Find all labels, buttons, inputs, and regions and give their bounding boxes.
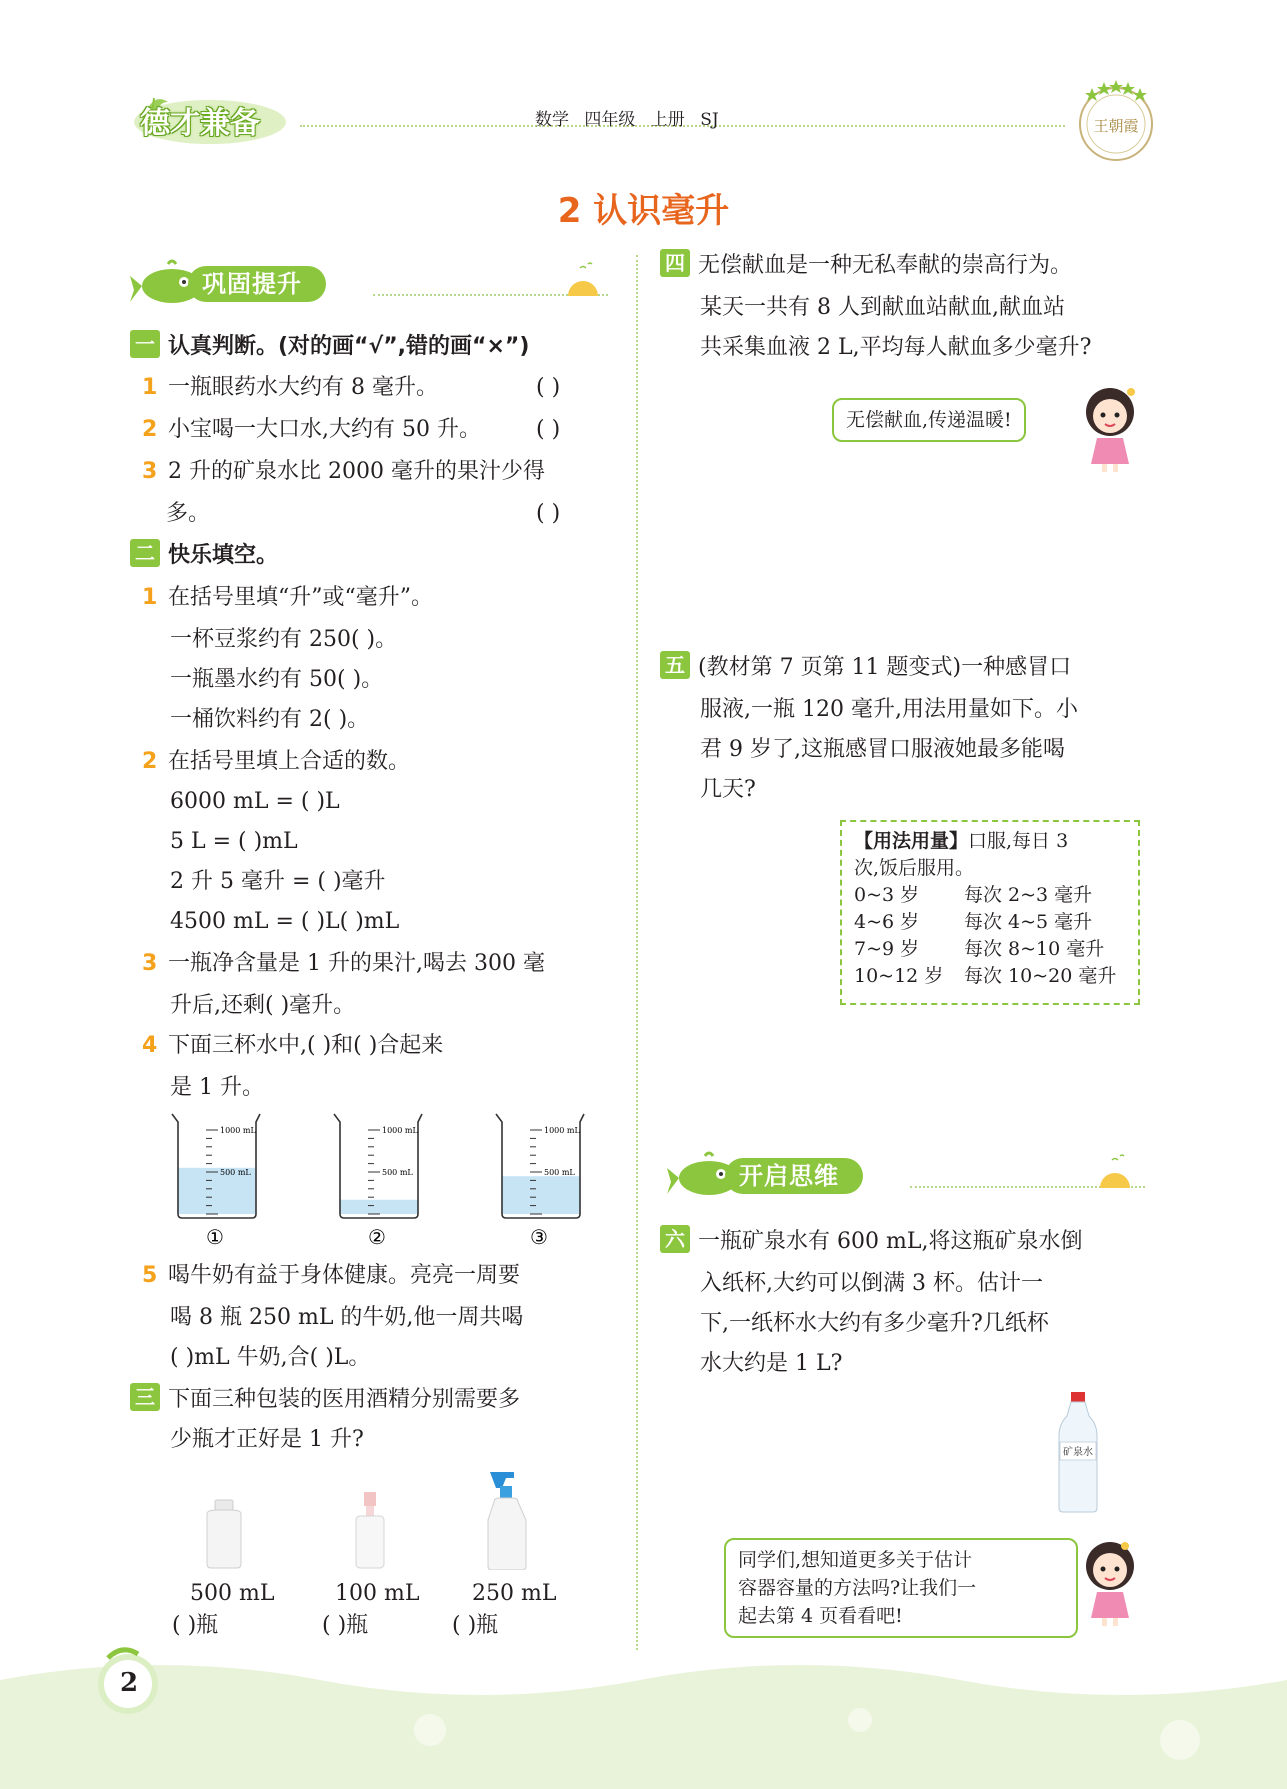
- beaker-label-1000: 1000 mL: [220, 1126, 256, 1135]
- q4-row-1: 四 无偿献血是一种无私奉献的崇高行为。: [660, 246, 1072, 286]
- q2-s3-cont[interactable]: 升后,还剩( )毫升。: [170, 993, 356, 1018]
- bottle-label: 矿泉水: [1063, 1447, 1093, 1458]
- column-divider: [636, 255, 638, 1650]
- section-title: 巩固提升: [188, 266, 326, 302]
- q3-cont: 少瓶才正好是 1 升?: [170, 1427, 364, 1452]
- q2-s5-cont2[interactable]: ( )mL 牛奶,合( )L。: [170, 1345, 371, 1370]
- dosage-box: [840, 820, 1140, 1005]
- q2-s3: 3 一瓶净含量是 1 升的果汁,喝去 300 毫: [142, 951, 545, 976]
- speech-bubble-blood: 无偿献血,传递温暖!: [832, 398, 1026, 442]
- q1-item-2: 2 小宝喝一大口水,大约有 50 升。: [142, 417, 481, 442]
- girl-cartoon-icon: [1075, 382, 1145, 474]
- q2-s1: 1 在括号里填“升”或“毫升”。: [142, 585, 433, 610]
- beaker-label-500: 500 mL: [220, 1168, 251, 1177]
- q4-row-2: 某天一共有 8 人到献血站献血,献血站: [700, 295, 1065, 320]
- q2-s2-line-3[interactable]: 2 升 5 毫升 = ( )毫升: [170, 869, 386, 894]
- header-info: 数学 四年级 上册 SJ: [535, 110, 719, 130]
- bottle-1-volume: 500 mL: [190, 1581, 275, 1606]
- q2-s2-line-1[interactable]: 6000 mL = ( )L: [170, 789, 340, 814]
- q4-badge: 四: [660, 249, 690, 277]
- q4-row-3: 共采集血液 2 L,平均每人献血多少毫升?: [700, 335, 1092, 360]
- trigger-spray-250ml-icon: [480, 1466, 540, 1570]
- girl-cartoon-icon: [1075, 1536, 1145, 1628]
- dosage-row: 10~12 岁 每次 10~20 毫升: [854, 965, 1117, 987]
- q2-s4-cont: 是 1 升。: [170, 1075, 264, 1100]
- dosage-intro-2: 次,饭后服用。: [854, 857, 975, 879]
- beaker-number: ②: [368, 1225, 386, 1249]
- q3-text: 下面三种包装的医用酒精分别需要多: [168, 1387, 521, 1412]
- beaker-label-500: 500 mL: [382, 1168, 413, 1177]
- q2-s4: 4 下面三杯水中,( )和( )合起来: [142, 1033, 444, 1058]
- q2-s1-line-1[interactable]: 一杯豆浆约有 250( )。: [170, 627, 398, 652]
- q5-row-1: 五 (教材第 7 页第 11 题变式)一种感冒口: [660, 648, 1071, 688]
- seal-text: 王朝霞: [1093, 117, 1139, 135]
- q2-s2-line-4[interactable]: 4500 mL = ( )L( )mL: [170, 909, 400, 934]
- dosage-row: 7~9 岁 每次 8~10 毫升: [854, 938, 1105, 960]
- q6-badge: 六: [660, 1225, 690, 1253]
- footer-wave: [0, 1660, 1287, 1789]
- spray-bottle-100ml-icon: [350, 1490, 390, 1570]
- q1-heading-row: [130, 327, 529, 367]
- speech-bubble-tip: 同学们,想知道更多关于估计 容器容量的方法吗?让我们一 起去第 4 页看看吧!: [724, 1538, 1078, 1638]
- beaker-label-1000: 1000 mL: [544, 1126, 580, 1135]
- dosage-row: 4~6 岁 每次 4~5 毫升: [854, 911, 1093, 933]
- author-seal: [1072, 76, 1160, 164]
- q6-row-1: 六 一瓶矿泉水有 600 mL,将这瓶矿泉水倒: [660, 1222, 1082, 1262]
- beaker-label-500: 500 mL: [544, 1168, 575, 1177]
- dosage-row: 0~3 岁 每次 2~3 毫升: [854, 884, 1093, 906]
- beaker-number: ①: [206, 1225, 224, 1249]
- q6-row-3: 下,一纸杯水大约有多少毫升?几纸杯: [700, 1311, 1049, 1336]
- sunset-icon: [558, 260, 608, 300]
- q6-row-4: 水大约是 1 L?: [700, 1351, 843, 1376]
- section-banner-consolidate: [128, 258, 608, 308]
- beaker-2: [332, 1110, 432, 1250]
- q3-row: [130, 1380, 520, 1420]
- q2-s5: 5 喝牛奶有益于身体健康。亮亮一周要: [142, 1263, 521, 1288]
- q5-row-2: 服液,一瓶 120 毫升,用法用量如下。小: [700, 697, 1078, 722]
- beaker-number: ③: [530, 1225, 548, 1249]
- q2-s2-line-2[interactable]: 5 L = ( )mL: [170, 829, 298, 854]
- section-title: 开启思维: [725, 1158, 863, 1194]
- beaker-water: [340, 1200, 418, 1214]
- sunset-icon: [1090, 1152, 1140, 1192]
- q1-badge: 一: [130, 330, 160, 358]
- dosage-intro: 口服,每日 3: [968, 830, 1069, 852]
- q1-item-3: 3 2 升的矿泉水比 2000 毫升的果汁少得: [142, 459, 545, 484]
- dosage-heading: 【用法用量】: [854, 830, 969, 852]
- q2-s1-line-2[interactable]: 一瓶墨水约有 50( )。: [170, 667, 384, 692]
- beaker-3: [494, 1110, 594, 1250]
- beaker-group: [170, 1110, 620, 1250]
- q2-s2: 2 在括号里填上合适的数。: [142, 749, 411, 774]
- q1-answer-3[interactable]: ( ): [536, 501, 561, 526]
- bottle-3-answer[interactable]: ( )瓶: [452, 1613, 499, 1638]
- page-number: 2: [120, 1668, 139, 1698]
- q2-badge: 二: [130, 539, 160, 567]
- q5-row-3: 君 9 岁了,这瓶感冒口服液她最多能喝: [700, 737, 1065, 762]
- q2-s5-cont1: 喝 8 瓶 250 mL 的牛奶,他一周共喝: [170, 1305, 524, 1330]
- section-banner-thinking: [665, 1150, 1145, 1200]
- q3-badge: 三: [130, 1383, 160, 1411]
- q1-item-1: 1 一瓶眼药水大约有 8 毫升。: [142, 375, 438, 400]
- brand-name: 德才兼备: [140, 106, 260, 141]
- page-title: 2 认识毫升: [557, 191, 730, 231]
- bottle-3-volume: 250 mL: [472, 1581, 557, 1606]
- beaker-1: [170, 1110, 270, 1250]
- q2-s1-line-3[interactable]: 一桶饮料约有 2( )。: [170, 707, 370, 732]
- q2-heading: 快乐填空。: [168, 543, 279, 568]
- q1-answer-2[interactable]: ( ): [536, 417, 561, 442]
- bottle-1-answer[interactable]: ( )瓶: [172, 1613, 219, 1638]
- q5-badge: 五: [660, 651, 690, 679]
- water-bottle-icon: [1055, 1390, 1101, 1514]
- q1-heading: 认真判断。(对的画“√”,错的画“×”): [168, 334, 530, 359]
- q2-heading-row: [130, 536, 278, 576]
- beaker-water: [502, 1176, 580, 1214]
- q1-answer-1[interactable]: ( ): [536, 375, 561, 400]
- q1-item-3-cont: 多。: [166, 501, 211, 526]
- bottle-500ml-icon: [195, 1498, 255, 1570]
- bottle-2-volume: 100 mL: [335, 1581, 420, 1606]
- beaker-label-1000: 1000 mL: [382, 1126, 418, 1135]
- q5-row-4: 几天?: [700, 777, 756, 802]
- q6-row-2: 入纸杯,大约可以倒满 3 杯。估计一: [700, 1271, 1043, 1296]
- bottle-2-answer[interactable]: ( )瓶: [322, 1613, 369, 1638]
